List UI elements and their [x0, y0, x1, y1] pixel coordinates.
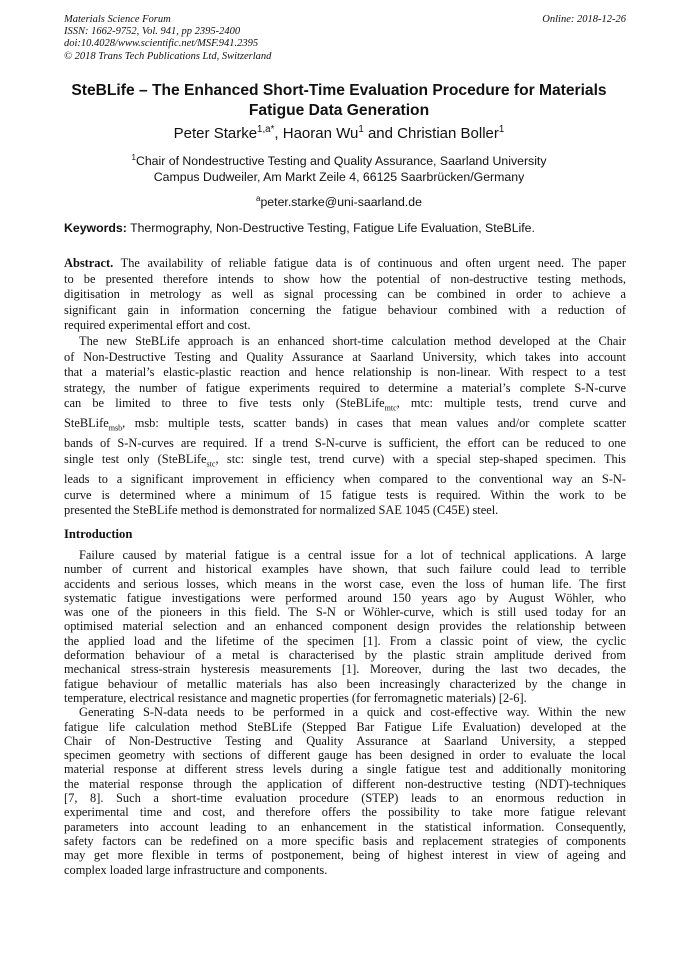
abstract-line: to be presented therefore intends to show how the potential of non-destructive testing methods, — [64, 271, 626, 286]
abstract-line — [64, 256, 626, 272]
introduction-line: number of current and historical examples have shown, that such failure could lead to terrible — [64, 562, 626, 577]
introduction-line: Generating S-N-data needs to be performed in a quick and cost-effective way. Within the new — [79, 705, 626, 720]
introduction-line: accidents and serious losses, which means in the worst case, even the loss of human life. The first — [64, 576, 626, 591]
abstract-line: leads to a significant improvement in efficiency when compared to the conventional way an S-N- — [64, 472, 626, 487]
introduction-line: complex loaded large infrastructure and components. — [64, 862, 328, 877]
issn: ISSN: 1662-9752, Vol. 941, pp 2395-2400 — [64, 26, 241, 38]
affiliation — [40, 150, 638, 211]
author-email[interactable]: peter.starke@uni-saarland.de — [260, 195, 422, 210]
introduction-line: systematic fatigue investigations were performed around 150 years ago by August Wöhler, who — [64, 590, 626, 605]
introduction-line: temperature, electrical resistance and magnetic properties (for ferromagnetic materials) [2-6]. — [64, 690, 527, 705]
introduction-line: may get more flexible in terms of postponement, being of highest interest in view of ageing and — [64, 848, 626, 863]
introduction-line: optimised material selection and an enhanced component design provides the relationship between — [64, 619, 626, 634]
text: , stc: single test, trend curve) with a special step-shaped specimen. This — [215, 452, 626, 467]
journal-info — [64, 14, 271, 63]
affiliation-line: Chair of Nondestructive Testing and Quality Assurance, Saarland University — [135, 154, 547, 169]
title-line: SteBLife – The Enhanced Short-Time Evaluation Procedure for Materials — [71, 82, 607, 99]
author-sup: 1 — [498, 124, 505, 135]
author-sup: 1,a* — [257, 124, 275, 135]
introduction-line: material response at different stress levels during a single fatigue test and additionally monitoring — [64, 762, 626, 777]
introduction-line: fatigue life calculation method SteBLife (Stepped Bar Fatigue Life Evaluation) developed at the — [64, 719, 626, 734]
abstract-line: presented the SteBLife method is demonstrated for normalized SAE 1045 (C45E) steel. — [64, 503, 499, 518]
authors — [40, 124, 638, 142]
section-heading-introduction: Introduction — [64, 527, 133, 541]
abstract-line: curve is determined where a minimum of 15 fatigue tests is required. Within the work to be — [64, 487, 626, 502]
email-sup: a — [256, 194, 261, 204]
abstract-line: significant gain in information concerning the fatigue behaviour combined with a reduction of — [64, 302, 626, 317]
abstract-line: that a material’s elastic-plastic reaction and hence relationship is non-linear. With respect to a test — [64, 365, 626, 380]
introduction-line: the applied load and the lifetime of the specimen [1]. From a classic point of view, the cyclic — [64, 633, 626, 648]
affiliation-line: Campus Dudweiler, Am Markt Zeile 4, 66125 Saarbrücken/Germany — [153, 169, 525, 184]
doi: doi:10.4028/www.scientific.net/MSF.941.2395 — [64, 38, 259, 50]
abstract-line: required experimental effort and cost. — [64, 318, 251, 333]
abstract-line: bands of S-N-curves are required. If a trend S-N-curve is sufficient, the effort can be reduced to one — [64, 436, 626, 451]
introduction-line: specimen geometry with sections of different gauge has been designed in order to evaluate the local — [64, 748, 626, 763]
introduction-line: the material response through the application of different non-destructive testing (NDT)-techniques — [64, 776, 626, 791]
author-name: Haoran Wu — [282, 125, 359, 142]
subscript: stc — [206, 459, 216, 469]
abstract-line: of Non-Destructive Testing and Quality Assurance at Saarland University, which takes into account — [64, 349, 626, 364]
abstract-line — [64, 452, 626, 472]
introduction-line: was one of the pioneers in this field. The S-N or Wöhler-curve, which is still used today for an — [64, 605, 626, 620]
subscript: mtc — [384, 403, 397, 413]
text: , msb: multiple tests, scatter bands) in cases that mean values and/or complete scatter — [122, 416, 626, 431]
affiliation-sup: 1 — [131, 153, 136, 162]
author-name: Christian Boller — [397, 125, 499, 142]
text: SteBLife — [64, 416, 109, 431]
text: single test only (SteBLife — [64, 452, 207, 467]
introduction-line: parameters into account leading to an enhancement in the statistical information. Consequently, — [64, 819, 626, 834]
online-date: Online: 2018-12-26 — [542, 14, 626, 25]
introduction-line: fatigue behaviour of metallic materials has also been increasingly characterized by the change in — [64, 676, 626, 691]
introduction-line: mechanical stress-strain hysteresis measurements [1]. Moreover, during the last two decades, the — [64, 662, 626, 677]
text: , mtc: multiple tests, trend curve and — [396, 396, 626, 411]
author-sup: 1 — [358, 124, 364, 135]
introduction-line: experimental time and cost, and therefore offers the possibility to take more fatigue relevant — [64, 805, 626, 820]
keywords-text: Thermography, Non-Destructive Testing, Fatigue Life Evaluation, SteBLife. — [126, 221, 535, 235]
introduction-line: Chair of Non-Destructive Testing and Quality Assurance at Saarland University, a stepped — [64, 733, 626, 748]
abstract-label: Abstract. — [64, 256, 114, 270]
author-name: Peter Starke — [173, 125, 258, 142]
title-line: Fatigue Data Generation — [248, 102, 430, 119]
introduction-body — [64, 548, 626, 877]
subscript: msb — [108, 423, 123, 433]
abstract-line — [64, 396, 626, 416]
introduction-line: safety factors can be redefined on a more specific basis and replacement strategies of components — [64, 833, 626, 848]
abstract-line: The new SteBLife approach is an enhanced short-time calculation method developed at the Chair — [79, 333, 626, 348]
keywords — [64, 221, 535, 235]
abstract-line — [64, 416, 626, 436]
abstract-line: strategy, the number of fatigue experiments required to determine a material’s complete S-N-curve — [64, 380, 626, 395]
introduction-line: [7, 8]. Such a short-time evaluation procedure (STEP) leads to an enormous reduction in — [64, 791, 626, 806]
author-sep: and — [363, 125, 398, 142]
introduction-line: Failure caused by material fatigue is a central issue for a lot of technical applications. A large — [79, 548, 626, 562]
paper-title — [40, 81, 638, 121]
text: The availability of reliable fatigue data is of continuous and often urgent need. The paper — [113, 256, 626, 270]
introduction-line: deformation behaviour of a metal is characterised by the plastic strain amplitude derived from — [64, 648, 626, 663]
text: can be limited to three to five tests only (SteBLife — [64, 396, 385, 411]
keywords-label: Keywords: — [64, 221, 127, 235]
copyright: © 2018 Trans Tech Publications Ltd, Switzerland — [64, 50, 272, 62]
abstract-line: digitisation in metrology as well as signal processing can be combined in order to achieve a — [64, 287, 626, 302]
author-sep: , — [274, 125, 283, 142]
abstract — [64, 256, 626, 519]
journal-name: Materials Science Forum — [64, 14, 171, 25]
